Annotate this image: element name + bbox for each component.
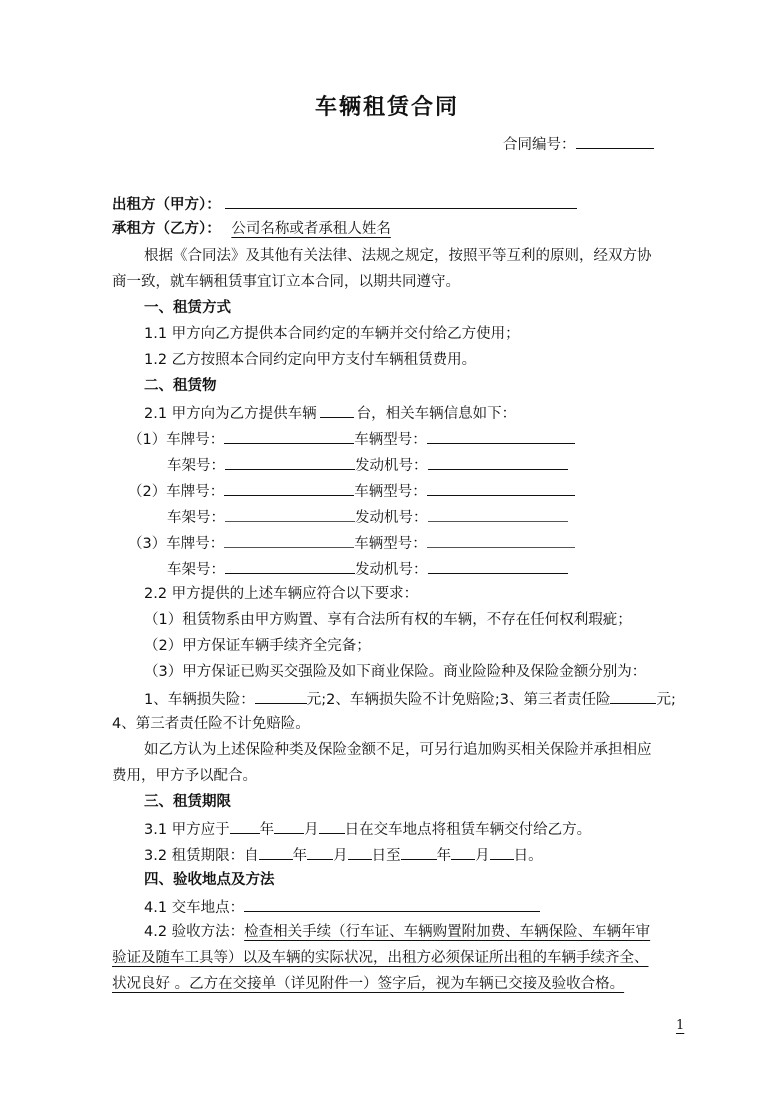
requirement-2: （2）甲方保证车辆手续齐全完备； [144, 638, 371, 654]
lessor-label: 出租方（甲方）： [112, 197, 221, 213]
engine-label: 发动机号： [355, 510, 428, 526]
section-4-title: 四、验收地点及方法 [144, 872, 275, 888]
insurance-line-2: 4、第三者责任险不计免赔险。 [112, 716, 310, 732]
frame-label: 车架号： [167, 458, 225, 474]
frame-label: 车架号： [167, 562, 225, 578]
clause-2-1 [144, 402, 516, 424]
day-to-label: 日至 [371, 848, 401, 864]
insurance-text-c: 元; [656, 692, 676, 708]
delivery-day-blank[interactable] [319, 818, 345, 834]
section-1-title: 一、租赁方式 [144, 300, 231, 316]
acceptance-method-label: 4.2 验收方法： [144, 924, 245, 940]
clause-1-2: 1.2 乙方按照本合同约定向甲方支付车辆租赁费用。 [144, 352, 477, 368]
month-label: 月 [304, 822, 319, 838]
year-label: 年 [436, 848, 452, 864]
delivery-place-blank[interactable] [244, 896, 540, 912]
lessor-blank[interactable] [225, 193, 577, 209]
engine-label: 发动机号： [355, 562, 428, 578]
plate-label: 车牌号： [166, 484, 225, 500]
contract-number-label: 合同编号： [503, 137, 576, 153]
damage-insurance-blank[interactable] [255, 688, 307, 704]
model-label: 车辆型号： [354, 484, 427, 500]
vehicle-1-row-1 [128, 428, 575, 450]
year-label: 年 [292, 848, 308, 864]
lessor-line [112, 193, 577, 215]
extra-insurance-line-1: 如乙方认为上述保险种类及保险金额不足，可另行追加购买相关保险并承担相应 [144, 742, 652, 758]
start-year-blank[interactable] [259, 844, 293, 860]
clause-2-2: 2.2 甲方提供的上述车辆应符合以下要求： [144, 586, 419, 602]
section-2-title: 二、租赁物 [144, 378, 217, 394]
clause-3-2-text-a: 3.2 租赁期限：自 [144, 848, 259, 864]
lessee-value[interactable]: 公司名称或者承租人姓名 [231, 221, 391, 237]
clause-3-1-text-a: 3.1 甲方应于 [144, 822, 230, 838]
model-blank[interactable] [427, 480, 575, 496]
document-title: 车辆租赁合同 [314, 95, 459, 120]
frame-blank[interactable] [225, 558, 355, 574]
contract-number [503, 133, 654, 155]
month-label: 月 [475, 848, 490, 864]
model-blank[interactable] [427, 428, 575, 444]
end-month-blank[interactable] [451, 844, 475, 860]
month-label: 月 [333, 848, 348, 864]
plate-blank[interactable] [224, 428, 354, 444]
clause-3-2 [144, 844, 543, 866]
delivery-place-label: 4.1 交车地点： [144, 900, 245, 916]
end-year-blank[interactable] [401, 844, 437, 860]
insurance-text-b: 元;2、车辆损失险不计免赔险;3、第三者责任险 [306, 692, 611, 708]
model-label: 车辆型号： [354, 432, 427, 448]
model-blank[interactable] [427, 532, 575, 548]
page-number: 1 [676, 1018, 685, 1033]
year-label: 年 [259, 822, 275, 838]
engine-blank[interactable] [428, 558, 568, 574]
clause-3-1 [144, 818, 591, 840]
delivery-month-blank[interactable] [274, 818, 304, 834]
vehicle-num: （2） [128, 484, 167, 500]
clause-2-1-text-a: 2.1 甲方向为乙方提供车辆 [144, 406, 317, 422]
plate-blank[interactable] [224, 480, 354, 496]
vehicle-num: （3） [128, 536, 167, 552]
liability-insurance-blank[interactable] [610, 688, 656, 704]
intro-line-1: 根据《合同法》及其他有关法律、法规之规定，按照平等互利的原则，经双方协 [144, 248, 652, 264]
delivery-year-blank[interactable] [230, 818, 260, 834]
section-3-title: 三、租赁期限 [144, 794, 231, 810]
clause-4-2-line-3: 状况良好 。乙方在交接单（详见附件一）签字后，视为车辆已交接及验收合格。 [112, 976, 625, 992]
acceptance-method-text-1: 检查相关手续（行车证、车辆购置附加费、车辆保险、车辆年审 [244, 924, 651, 940]
start-day-blank[interactable] [348, 844, 372, 860]
plate-label: 车牌号： [166, 536, 225, 552]
engine-blank[interactable] [428, 454, 568, 470]
start-month-blank[interactable] [307, 844, 333, 860]
contract-number-blank[interactable] [576, 133, 654, 149]
engine-label: 发动机号： [355, 458, 428, 474]
intro-line-2: 商一致，就车辆租赁事宜订立本合同，以期共同遵守。 [112, 274, 460, 290]
vehicle-count-blank[interactable] [320, 402, 354, 418]
requirement-3: （3）甲方保证已购买交强险及如下商业保险。商业险险种及保险金额分别为： [144, 664, 647, 680]
vehicle-2-row-1 [128, 480, 575, 502]
end-day-blank[interactable] [490, 844, 514, 860]
clause-1-1: 1.1 甲方向乙方提供本合同约定的车辆并交付给乙方使用； [144, 326, 520, 342]
vehicle-3-row-2 [167, 558, 568, 580]
frame-blank[interactable] [225, 454, 355, 470]
vehicle-1-row-2 [167, 454, 568, 476]
day-label: 日。 [513, 848, 543, 864]
plate-label: 车牌号： [166, 432, 225, 448]
clause-4-1 [144, 896, 540, 918]
model-label: 车辆型号： [354, 536, 427, 552]
clause-4-2-line-1 [144, 922, 650, 942]
clause-3-1-text-d: 日在交车地点将租赁车辆交付给乙方。 [344, 822, 592, 838]
insurance-text-a: 1、车辆损失险： [144, 692, 255, 708]
clause-4-2-line-2: 验证及随车工具等）以及车辆的实际状况，出租方必须保证所出租的车辆手续齐全、 [112, 950, 649, 966]
clause-2-1-text-b: 台，相关车辆信息如下： [356, 406, 517, 422]
insurance-line [144, 688, 676, 710]
vehicle-num: （1） [128, 432, 167, 448]
frame-blank[interactable] [225, 506, 355, 522]
lessee-label: 承租方（乙方）： [112, 221, 221, 237]
extra-insurance-line-2: 费用，甲方予以配合。 [112, 768, 257, 784]
vehicle-2-row-2 [167, 506, 568, 528]
lessee-line [112, 219, 391, 239]
plate-blank[interactable] [224, 532, 354, 548]
vehicle-3-row-1 [128, 532, 575, 554]
frame-label: 车架号： [167, 510, 225, 526]
engine-blank[interactable] [428, 506, 568, 522]
requirement-1: （1）租赁物系由甲方购置、享有合法所有权的车辆，不存在任何权利瑕疵； [144, 612, 632, 628]
